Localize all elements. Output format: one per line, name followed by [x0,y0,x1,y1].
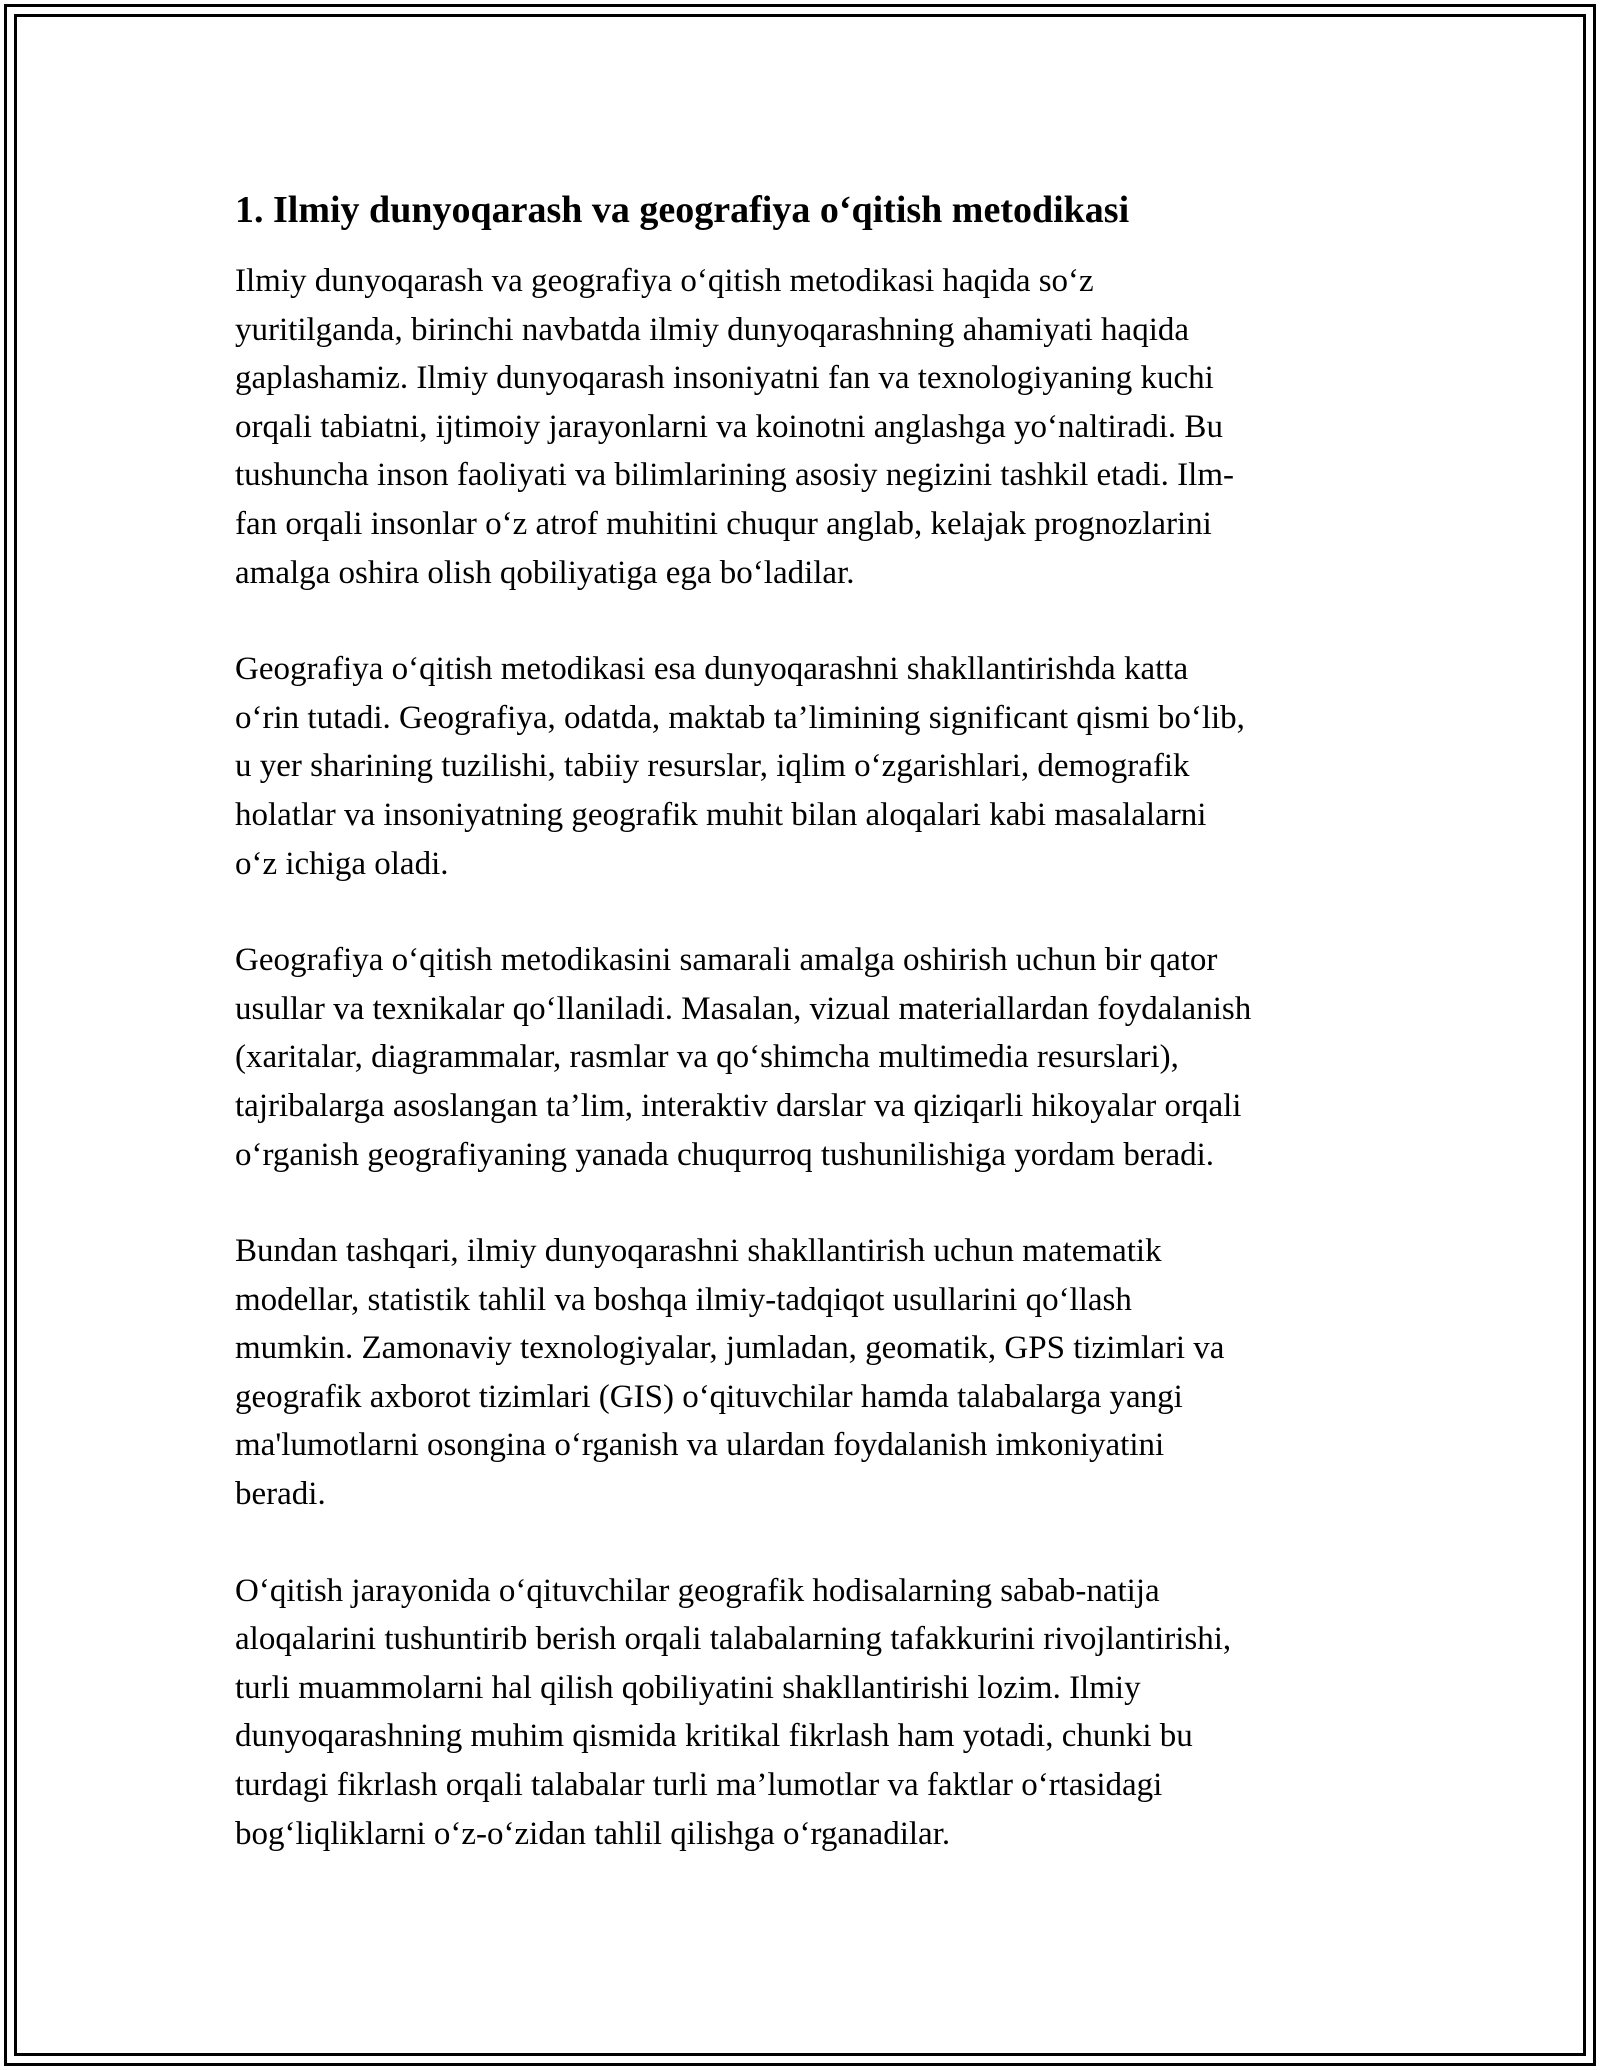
paragraph-4: Bundan tashqari, ilmiy dunyoqarashni shakllantirish uchun matematik modellar, statistik tahlil va boshqa ilmiy-tadqiqot usullarini qo‘llash mumkin. Zamonaviy texnologiyalar, jumladan, geomatik, GPS tizimlari va geografik axborot tizimlari (GIS) o‘qituvchilar hamda talabalarga yangi ma'lumotlarni osongina o‘rganish va ulardan foydalanish imkoniyatini beradi. [235,1233,1225,1513]
document-body [235,185,1375,1906]
paragraph-5: O‘qitish jarayonida o‘qituvchilar geografik hodisalarning sabab-natija aloqalarini tushuntirib berish orqali talabalarning tafakkurini rivojlantirishi, turli muammolarni hal qilish qobiliyatini shakllantirishi lozim. Ilmiy dunyoqarashning muhim qismida kritikal fikrlash ham yotadi, chunki bu turdagi fikrlash orqali talabalar turli ma’lumotlar va faktlar o‘rtasidagi bog‘liqliklarni o‘z-o‘zidan tahlil qilishga o‘rganadilar. [235,1572,1232,1852]
section-heading: 1. Ilmiy dunyoqarash va geografiya o‘qitish metodikasi [235,189,1130,231]
paragraph-2: Geografiya o‘qitish metodikasi esa dunyoqarashni shakllantirishda katta o‘rin tutadi. Geografiya, odatda, maktab ta’limining significant qismi bo‘lib, u yer sharining tuzilishi, tabiiy resurslar, iqlim o‘zgarishlari, demografik holatlar va insoniyatning geografik muhit bilan aloqalari kabi masalalarni o‘z ichiga oladi. [235,651,1245,882]
paragraph-3: Geografiya o‘qitish metodikasini samarali amalga oshirish uchun bir qator usullar va texnikalar qo‘llaniladi. Masalan, vizual materiallardan foydalanish (xaritalar, diagrammalar, rasmlar va qo‘shimcha multimedia resurslari), tajribalarga asoslangan ta’lim, interaktiv darslar va qiziqarli hikoyalar orqali o‘rganish geografiyaning yanada chuqurroq tushunilishiga yordam beradi. [235,942,1252,1173]
paragraph-1: Ilmiy dunyoqarash va geografiya o‘qitish metodikasi haqida so‘z yuritilganda, birinchi navbatda ilmiy dunyoqarashning ahamiyati haqida gaplashamiz. Ilmiy dunyoqarash insoniyatni fan va texnologiyaning kuchi orqali tabiatni, ijtimoiy jarayonlarni va koinotni anglashga yo‘naltiradi. Bu tushuncha inson faoliyati va bilimlarining asosiy negizini tashkil etadi. Ilm- fan orqali insonlar o‘z atrof muhitini chuqur anglab, kelajak prognozlarini amalga oshira olish qobiliyatiga ega bo‘ladilar. [235,263,1234,591]
